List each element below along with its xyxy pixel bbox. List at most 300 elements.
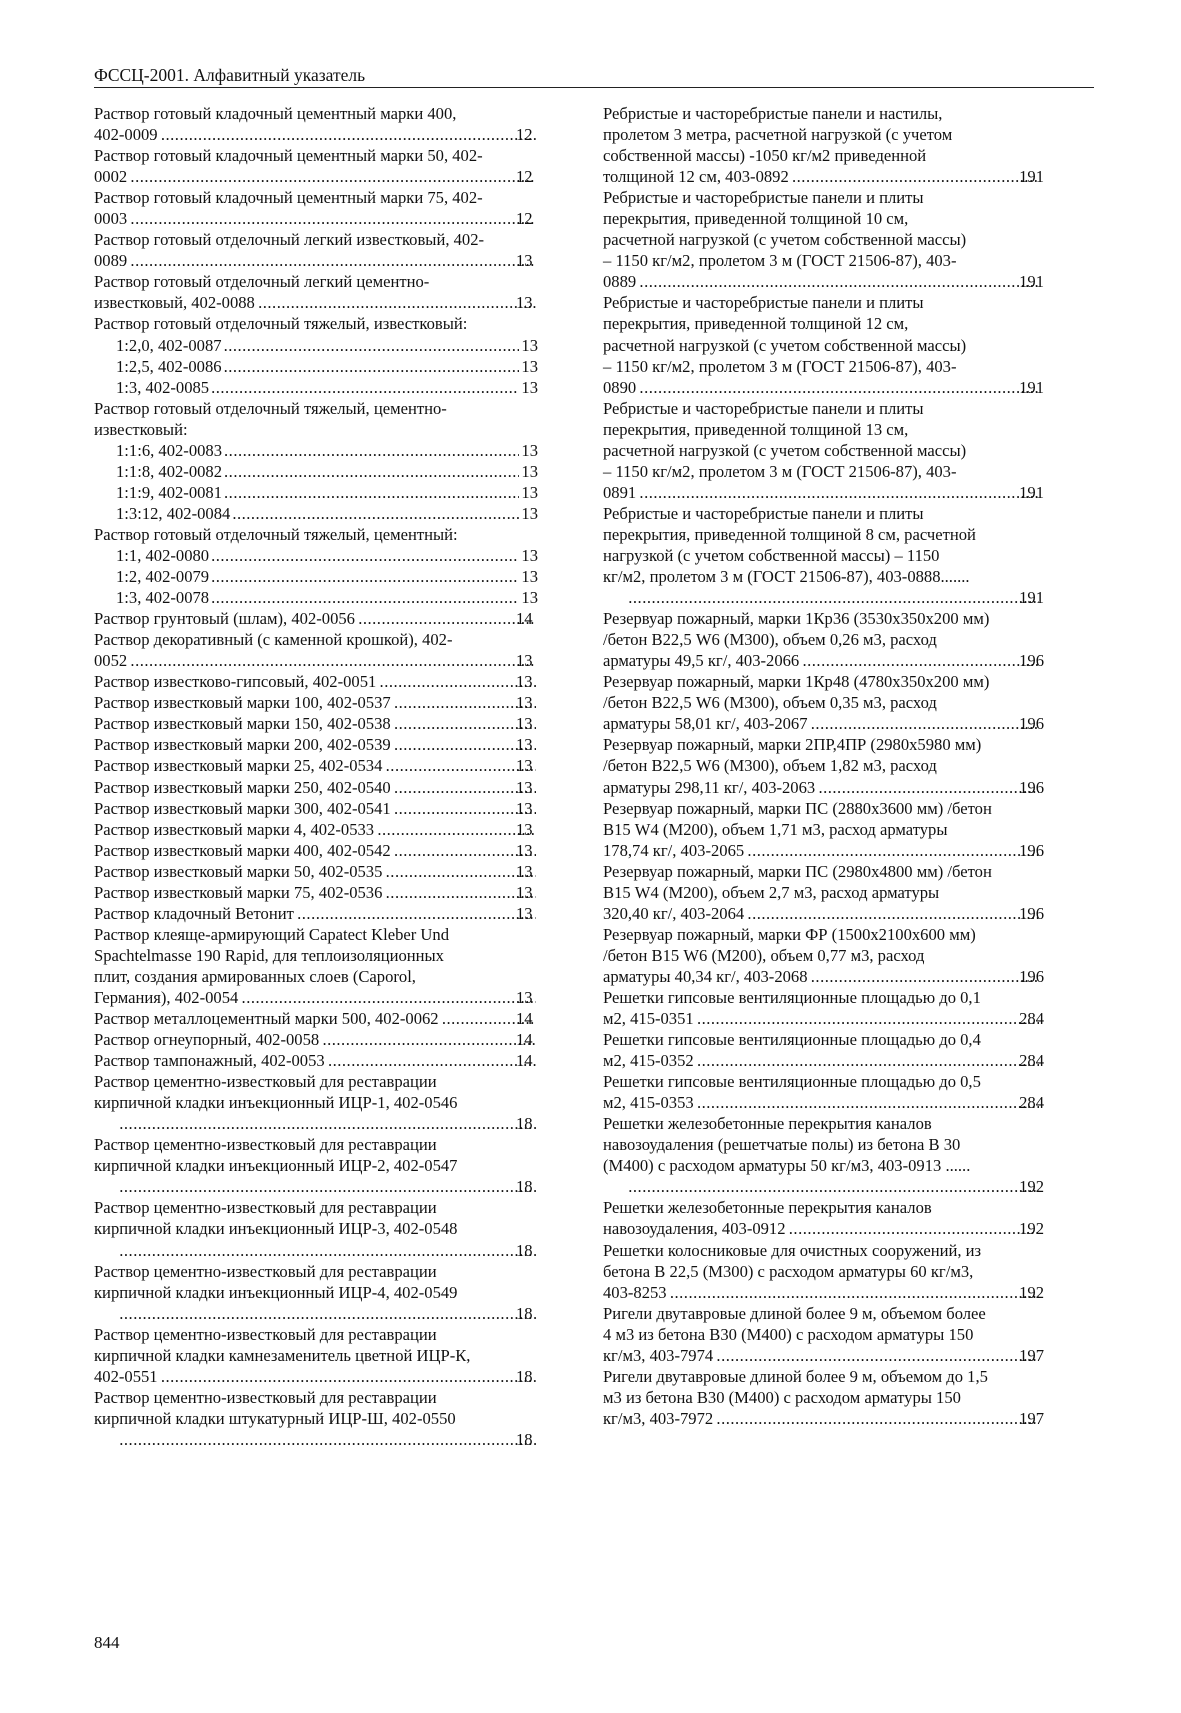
index-entry bbox=[603, 1071, 1044, 1113]
dot-leader bbox=[211, 377, 519, 398]
index-entry-text: Раствор готовый отделочный легкий известковый, 402- bbox=[94, 230, 485, 250]
index-entry-label: толщиной 12 см, 403-0892 bbox=[603, 167, 789, 187]
index-entry-line bbox=[116, 503, 538, 524]
index-entry-label: Германия), 402-0054 bbox=[94, 987, 239, 1007]
index-entry-line bbox=[625, 587, 1044, 608]
index-entry-line bbox=[603, 377, 1044, 398]
index-entry bbox=[94, 1197, 538, 1260]
index-entry-label: 0003 bbox=[94, 209, 128, 229]
dot-leader bbox=[696, 1050, 1039, 1071]
index-entry-page: 197 bbox=[1019, 1345, 1044, 1365]
index-entry bbox=[94, 1387, 538, 1450]
dot-leader bbox=[715, 1408, 1039, 1429]
index-entry bbox=[94, 229, 538, 271]
index-entry bbox=[94, 903, 538, 924]
index-entry-text: – 1150 кг/м2, пролетом 3 м (ГОСТ 21506-87), 403- bbox=[603, 461, 957, 481]
index-entry bbox=[603, 103, 1044, 187]
index-entry-label: 0890 bbox=[603, 377, 637, 397]
dot-leader bbox=[296, 903, 536, 924]
index-entry-text: Раствор готовый кладочный цементный марки 50, 402- bbox=[94, 146, 483, 166]
index-entry-label: 1:2,0, 402-0087 bbox=[116, 335, 222, 355]
index-entry-page: 192 bbox=[1019, 1282, 1044, 1302]
index-entry-line: известковый, 402-0088 ..... 13 bbox=[116, 292, 538, 313]
index-entry-label: 0889 bbox=[603, 272, 637, 292]
index-entry bbox=[94, 1029, 538, 1050]
index-entry-label: 1:1, 402-0080 bbox=[116, 545, 210, 565]
dot-leader bbox=[393, 777, 536, 798]
dot-leader bbox=[638, 271, 1039, 292]
dot-leader bbox=[321, 1029, 536, 1050]
index-entry-text: Раствор декоративный (с каменной крошкой), 402- bbox=[94, 630, 453, 650]
index-entry bbox=[94, 734, 538, 755]
index-entry-label: 1:1:8, 402-0082 bbox=[116, 461, 223, 481]
dot-leader bbox=[638, 377, 1039, 398]
index-entry-page: 13 bbox=[521, 588, 538, 608]
index-entry-page: 13 bbox=[521, 545, 538, 565]
index-entry-line bbox=[603, 966, 1044, 987]
index-entry-text: навозоудаления (решетчатые полы) из бетона В 30 bbox=[603, 1135, 961, 1155]
index-entry-line: ..... 18 bbox=[116, 1429, 538, 1450]
index-entry-text: Резервуар пожарный, марки ФР (1500х2100х600 мм) bbox=[603, 924, 976, 944]
index-entry bbox=[94, 524, 538, 545]
dot-leader bbox=[118, 1240, 536, 1261]
index-entry-text: (М400) с расходом арматуры 50 кг/м3, 403-0913 ...... bbox=[603, 1156, 971, 1176]
dot-leader bbox=[118, 1113, 536, 1134]
page-header-title: ФССЦ-2001. Алфавитный указатель bbox=[94, 65, 366, 85]
index-entry-label: м2, 415-0353 bbox=[603, 1093, 694, 1113]
index-entry bbox=[94, 461, 538, 482]
index-entry-line bbox=[116, 566, 538, 587]
dot-leader bbox=[118, 1176, 536, 1197]
index-entry bbox=[94, 187, 538, 229]
index-entry-text: Раствор готовый отделочный тяжелый, известковый: bbox=[94, 314, 468, 334]
index-entry-line bbox=[603, 713, 1044, 734]
index-entry-label: м2, 415-0351 bbox=[603, 1009, 694, 1029]
index-entry-page: 196 bbox=[1019, 777, 1044, 797]
index-entry bbox=[603, 1303, 1044, 1366]
index-entry-page: 13 bbox=[521, 567, 538, 587]
index-entry-label: Раствор известковый марки 75, 402-0536 bbox=[94, 882, 383, 902]
index-entry bbox=[603, 671, 1044, 734]
dot-leader bbox=[746, 840, 1039, 861]
index-entry bbox=[603, 734, 1044, 797]
index-entry-page: 196 bbox=[1019, 903, 1044, 923]
index-entry-label: Раствор известковый марки 200, 402-0539 bbox=[94, 735, 391, 755]
index-entry-text: перекрытия, приведенной толщиной 13 см, bbox=[603, 419, 909, 439]
index-entry-label: Раствор тампонажный, 402-0053 bbox=[94, 1051, 325, 1071]
index-entry-text: Ребристые и часторебристые панели и плиты bbox=[603, 188, 924, 208]
dot-leader bbox=[746, 903, 1039, 924]
index-entry-line bbox=[603, 1050, 1044, 1071]
index-entry-text: Решетки гипсовые вентиляционные площадью до 0,4 bbox=[603, 1030, 981, 1050]
index-entry-label: Раствор известковый марки 400, 402-0542 bbox=[94, 840, 391, 860]
dot-leader bbox=[384, 755, 536, 776]
index-entry-text: Раствор готовый отделочный тяжелый, цементный: bbox=[94, 524, 458, 544]
index-entry-page: 197 bbox=[1019, 1408, 1044, 1428]
index-entry-page: 196 bbox=[1019, 651, 1044, 671]
index-entry-page: 284 bbox=[1019, 1093, 1044, 1113]
index-entry-label: арматуры 58,01 кг/, 403-2067 bbox=[603, 714, 808, 734]
index-entry-text: /бетон В22,5 W6 (М300), объем 0,35 м3, расход bbox=[603, 693, 937, 713]
index-entry-text: Ребристые и часторебристые панели и плиты bbox=[603, 503, 924, 523]
index-entry bbox=[94, 313, 538, 334]
index-entry-label: Раствор известковый марки 300, 402-0541 bbox=[94, 798, 391, 818]
index-entry-text: – 1150 кг/м2, пролетом 3 м (ГОСТ 21506-87), 403- bbox=[603, 251, 957, 271]
index-entry-label: Раствор известковый марки 250, 402-0540 bbox=[94, 777, 391, 797]
dot-leader bbox=[224, 356, 520, 377]
index-entry-label: 1:2, 402-0079 bbox=[116, 567, 210, 587]
index-column-right bbox=[603, 103, 1044, 1429]
index-entry bbox=[94, 271, 538, 313]
index-entry bbox=[94, 482, 538, 503]
index-entry-line: 402-0551 ..... 18 bbox=[116, 1366, 538, 1387]
index-entry-line: 0003 ..... 12 bbox=[116, 208, 538, 229]
index-entry bbox=[603, 187, 1044, 292]
index-entry-text: кирпичной кладки камнезаменитель цветной ИЦР-К, bbox=[94, 1345, 471, 1365]
index-entry-label: Раствор грунтовый (шлам), 402-0056 bbox=[94, 609, 355, 629]
dot-leader bbox=[160, 1366, 536, 1387]
index-entry-label: 320,40 кг/, 403-2064 bbox=[603, 903, 745, 923]
index-entry-page: 13 bbox=[521, 440, 538, 460]
index-entry-page: 13 bbox=[521, 461, 538, 481]
index-entry-text: Решетки гипсовые вентиляционные площадью до 0,1 bbox=[603, 987, 981, 1007]
index-entry-page: 284 bbox=[1019, 1051, 1044, 1071]
index-entry-text: перекрытия, приведенной толщиной 8 см, расчетной bbox=[603, 524, 976, 544]
dot-leader bbox=[327, 1050, 536, 1071]
index-entry-line bbox=[116, 587, 538, 608]
index-entry-line: Раствор известковый марки 75, 402-0536 ..... 13 bbox=[116, 882, 538, 903]
dot-leader bbox=[788, 1218, 1040, 1239]
index-entry-text: Раствор готовый кладочный цементный марки 400, bbox=[94, 104, 457, 123]
page-header bbox=[94, 64, 1094, 88]
index-entry-line bbox=[603, 1218, 1044, 1239]
index-entry-label: Раствор известковый марки 50, 402-0535 bbox=[94, 861, 383, 881]
index-entry-text: м3 из бетона В30 (М400) с расходом арматуры 150 bbox=[603, 1387, 961, 1407]
index-entry bbox=[94, 566, 538, 587]
dot-leader bbox=[232, 503, 519, 524]
index-entry-line bbox=[116, 356, 538, 377]
index-entry-text: Ребристые и часторебристые панели и настилы, bbox=[603, 104, 943, 123]
index-entry bbox=[603, 608, 1044, 671]
index-entry-text: Раствор клеяще-армирующий Capatect Kleber Und bbox=[94, 924, 449, 944]
index-entry bbox=[94, 587, 538, 608]
index-entry-text: Раствор цементно-известковый для реставрации bbox=[94, 1261, 437, 1281]
index-entry bbox=[94, 798, 538, 819]
index-entry-page: 13 bbox=[521, 503, 538, 523]
dot-leader bbox=[627, 1176, 1039, 1197]
index-entry bbox=[94, 713, 538, 734]
index-entry-text: перекрытия, приведенной толщиной 12 см, bbox=[603, 314, 909, 334]
dot-leader bbox=[118, 1303, 536, 1324]
dot-leader bbox=[384, 882, 536, 903]
index-entry-page: 191 bbox=[1019, 482, 1044, 502]
index-entry bbox=[94, 440, 538, 461]
index-entry bbox=[603, 798, 1044, 861]
index-entry bbox=[94, 840, 538, 861]
index-entry-line bbox=[603, 903, 1044, 924]
index-entry-page: 191 bbox=[1019, 588, 1044, 608]
dot-leader bbox=[224, 482, 519, 503]
index-entry-text: /бетон В22,5 W6 (М300), объем 1,82 м3, расход bbox=[603, 756, 937, 776]
index-entry-text: Ригели двутавровые длиной более 9 м, объемом до 1,5 bbox=[603, 1366, 988, 1386]
index-entry-line bbox=[603, 271, 1044, 292]
index-entry bbox=[94, 671, 538, 692]
index-entry-line bbox=[116, 440, 538, 461]
index-entry-line: Раствор тампонажный, 402-0053 ..... 14 bbox=[116, 1050, 538, 1071]
index-entry bbox=[94, 503, 538, 524]
index-entry-line: 402-0009 ..... 12 bbox=[116, 124, 538, 145]
dot-leader bbox=[224, 461, 519, 482]
index-entry-label: Раствор огнеупорный, 402-0058 bbox=[94, 1030, 320, 1050]
index-entry-text: плит, создания армированных слоев (Caporol, bbox=[94, 966, 416, 986]
index-entry-text: Решетки гипсовые вентиляционные площадью до 0,5 bbox=[603, 1072, 981, 1092]
index-entry-line: 0002 ..... 12 bbox=[116, 166, 538, 187]
dot-leader bbox=[257, 292, 536, 313]
index-entry-text: кирпичной кладки штукатурный ИЦР-Ш, 402-0550 bbox=[94, 1408, 456, 1428]
index-entry-line bbox=[116, 377, 538, 398]
dot-leader bbox=[393, 798, 536, 819]
index-entry-line: Раствор известковый марки 100, 402-0537 ..... 13 bbox=[116, 692, 538, 713]
dot-leader bbox=[211, 545, 519, 566]
index-entry-text: Ребристые и часторебристые панели и плиты bbox=[603, 293, 924, 313]
index-entry-label: Раствор известковый марки 25, 402-0534 bbox=[94, 756, 383, 776]
index-entry-label: кг/м3, 403-7972 bbox=[603, 1408, 714, 1428]
index-entry-label: Раствор известковый марки 4, 402-0533 bbox=[94, 819, 375, 839]
index-entry bbox=[94, 1071, 538, 1134]
index-entry-page: 192 bbox=[1019, 1177, 1044, 1197]
index-entry-text: /бетон В15 W6 (М200), объем 0,77 м3, расход bbox=[603, 945, 925, 965]
index-entry bbox=[94, 924, 538, 1008]
index-entry-page: 191 bbox=[1019, 272, 1044, 292]
index-entry-line: Раствор известковый марки 150, 402-0538 ..... 13 bbox=[116, 713, 538, 734]
index-entry-page: 191 bbox=[1019, 167, 1044, 187]
index-entry bbox=[603, 1113, 1044, 1197]
dot-leader bbox=[211, 566, 519, 587]
index-entry bbox=[94, 1008, 538, 1029]
index-entry bbox=[94, 398, 538, 440]
index-entry-text: кирпичной кладки инъекционный ИЦР-3, 402-0548 bbox=[94, 1219, 458, 1239]
index-entry-text: кирпичной кладки инъекционный ИЦР-1, 402-0546 bbox=[94, 1093, 458, 1113]
dot-leader bbox=[129, 208, 536, 229]
dot-leader bbox=[715, 1345, 1039, 1366]
index-entry bbox=[603, 398, 1044, 503]
index-entry-label: Раствор известково-гипсовый, 402-0051 bbox=[94, 672, 377, 692]
index-entry-page: 13 bbox=[521, 356, 538, 376]
index-entry-text: нагрузкой (с учетом собственной массы) – 1150 bbox=[603, 545, 940, 565]
index-entry bbox=[603, 292, 1044, 397]
index-entry-line: ..... 18 bbox=[116, 1113, 538, 1134]
index-entry-line: 0089 ..... 13 bbox=[116, 250, 538, 271]
index-entry-page: 196 bbox=[1019, 966, 1044, 986]
index-entry-line: Раствор огнеупорный, 402-0058 ..... 14 bbox=[116, 1029, 538, 1050]
index-entry-line bbox=[603, 777, 1044, 798]
index-entry bbox=[603, 987, 1044, 1029]
dot-leader bbox=[211, 587, 519, 608]
dot-leader bbox=[376, 819, 536, 840]
index-entry-line bbox=[116, 545, 538, 566]
index-entry-text: кирпичной кладки инъекционный ИЦР-4, 402-0549 bbox=[94, 1282, 458, 1302]
index-entry-line bbox=[116, 461, 538, 482]
index-entry-line bbox=[603, 1282, 1044, 1303]
index-entry-line bbox=[603, 482, 1044, 503]
index-entry-line: Раствор металлоцементный марки 500, 402-0062 ..... 14 bbox=[116, 1008, 538, 1029]
index-entry-label: 178,74 кг/, 403-2065 bbox=[603, 840, 745, 860]
index-entry bbox=[94, 755, 538, 776]
dot-leader bbox=[393, 734, 536, 755]
dot-leader bbox=[160, 124, 536, 145]
index-entry bbox=[94, 356, 538, 377]
index-entry-line bbox=[603, 650, 1044, 671]
dot-leader bbox=[357, 608, 536, 629]
index-entry bbox=[94, 608, 538, 629]
index-entry-label: 0052 bbox=[94, 651, 128, 671]
index-entry-line bbox=[116, 335, 538, 356]
page-number: 844 bbox=[94, 1633, 120, 1652]
index-entry bbox=[94, 777, 538, 798]
index-entry-label: 0089 bbox=[94, 251, 128, 271]
index-entry-line bbox=[603, 1092, 1044, 1113]
index-entry-line bbox=[603, 1008, 1044, 1029]
index-entry-page: 196 bbox=[1019, 840, 1044, 860]
index-entry-text: перекрытия, приведенной толщиной 10 см, bbox=[603, 209, 909, 229]
index-entry-text: – 1150 кг/м2, пролетом 3 м (ГОСТ 21506-87), 403- bbox=[603, 356, 957, 376]
index-entry-label: м2, 415-0352 bbox=[603, 1051, 694, 1071]
index-entry bbox=[94, 377, 538, 398]
index-entry-text: Раствор цементно-известковый для реставрации bbox=[94, 1072, 437, 1092]
index-entry bbox=[94, 861, 538, 882]
index-entry bbox=[94, 819, 538, 840]
dot-leader bbox=[129, 166, 536, 187]
index-entry bbox=[94, 1050, 538, 1071]
index-entry-text: бетона В 22,5 (М300) с расходом арматуры 60 кг/м3, bbox=[603, 1261, 974, 1281]
index-entry-line bbox=[603, 166, 1044, 187]
index-entry-text: 4 м3 из бетона В30 (М400) с расходом арматуры 150 bbox=[603, 1324, 974, 1344]
index-entry-label: Раствор известковый марки 100, 402-0537 bbox=[94, 693, 391, 713]
index-column-left bbox=[94, 103, 538, 1450]
index-entry-text: Резервуар пожарный, марки 1Кр36 (3530х350х200 мм) bbox=[603, 609, 990, 629]
index-entry-label: 1:3, 402-0085 bbox=[116, 377, 210, 397]
index-entry bbox=[94, 545, 538, 566]
index-entry-label: 1:3:12, 402-0084 bbox=[116, 503, 231, 523]
index-entry-line: Германия), 402-0054 ..... 13 bbox=[116, 987, 538, 1008]
index-entry bbox=[94, 1134, 538, 1197]
dot-leader bbox=[240, 987, 536, 1008]
dot-leader bbox=[393, 692, 536, 713]
dot-leader bbox=[118, 1429, 536, 1450]
index-entry-line: Раствор известковый марки 250, 402-0540 ..... 13 bbox=[116, 777, 538, 798]
index-entry-text: Spachtelmasse 190 Rapid, для теплоизоляционных bbox=[94, 945, 444, 965]
index-entry bbox=[94, 145, 538, 187]
index-entry-label: 0891 bbox=[603, 482, 637, 502]
index-entry-line: ..... 18 bbox=[116, 1303, 538, 1324]
dot-leader bbox=[810, 713, 1040, 734]
index-entry-text: расчетной нагрузкой (с учетом собственной массы) bbox=[603, 335, 967, 355]
index-entry-line: ..... 18 bbox=[116, 1176, 538, 1197]
index-entry-page: 13 bbox=[521, 482, 538, 502]
index-entry-line bbox=[603, 1408, 1044, 1429]
index-entry-text: Раствор готовый кладочный цементный марки 75, 402- bbox=[94, 188, 483, 208]
index-entry bbox=[603, 1366, 1044, 1429]
dot-leader bbox=[801, 650, 1039, 671]
dot-leader bbox=[669, 1282, 1040, 1303]
index-entry-label: известковый, 402-0088 bbox=[94, 293, 255, 313]
index-entry-line: Раствор грунтовый (шлам), 402-0056 ..... 14 bbox=[116, 608, 538, 629]
index-entry-text: /бетон В22,5 W6 (М300), объем 0,26 м3, расход bbox=[603, 630, 937, 650]
dot-leader bbox=[378, 671, 536, 692]
index-entry-line: Раствор известковый марки 50, 402-0535 ..... 13 bbox=[116, 861, 538, 882]
index-entry-line: ..... 18 bbox=[116, 1240, 538, 1261]
index-entry-text: Ригели двутавровые длиной более 9 м, объемом более bbox=[603, 1303, 986, 1323]
index-entry-line: Раствор известковый марки 25, 402-0534 ..... 13 bbox=[116, 755, 538, 776]
index-entry-text: Резервуар пожарный, марки 1Кр48 (4780х350х200 мм) bbox=[603, 672, 990, 692]
index-entry bbox=[94, 103, 538, 145]
index-entry-line: Раствор известково-гипсовый, 402-0051 ..... 13 bbox=[116, 671, 538, 692]
index-entry-label: навозоудаления, 403-0912 bbox=[603, 1219, 786, 1239]
index-entry bbox=[94, 629, 538, 671]
index-entry-text: кирпичной кладки инъекционный ИЦР-2, 402-0547 bbox=[94, 1156, 458, 1176]
index-entry bbox=[603, 503, 1044, 608]
index-entry bbox=[603, 1240, 1044, 1303]
dot-leader bbox=[129, 650, 536, 671]
index-entry bbox=[94, 882, 538, 903]
index-entry-page: 192 bbox=[1019, 1219, 1044, 1239]
index-entry-page: 191 bbox=[1019, 377, 1044, 397]
index-entry-line: Раствор известковый марки 400, 402-0542 ..... 13 bbox=[116, 840, 538, 861]
index-entry-text: Раствор готовый отделочный легкий цементно- bbox=[94, 272, 430, 292]
index-entry-text: Решетки колосниковые для очистных сооружений, из bbox=[603, 1240, 982, 1260]
index-entry-label: кг/м3, 403-7974 bbox=[603, 1345, 714, 1365]
index-entry-text: Решетки железобетонные перекрытия каналов bbox=[603, 1198, 932, 1218]
index-entry-text: В15 W4 (М200), объем 1,71 м3, расход арматуры bbox=[603, 819, 948, 839]
index-entry-line bbox=[603, 1345, 1044, 1366]
dot-leader bbox=[791, 166, 1039, 187]
index-entry-line: 0052 ..... 13 bbox=[116, 650, 538, 671]
index-entry-label: 402-0551 bbox=[94, 1366, 158, 1386]
index-entry-label: арматуры 49,5 кг/, 403-2066 bbox=[603, 651, 800, 671]
index-entry-label: 1:3, 402-0078 bbox=[116, 588, 210, 608]
dot-leader bbox=[696, 1092, 1039, 1113]
dot-leader bbox=[638, 482, 1039, 503]
index-entry-text: Раствор цементно-известковый для реставрации bbox=[94, 1387, 437, 1407]
index-entry-text: расчетной нагрузкой (с учетом собственной массы) bbox=[603, 230, 967, 250]
index-entry bbox=[603, 1029, 1044, 1071]
dot-leader bbox=[393, 713, 536, 734]
index-entry-text: пролетом 3 метра, расчетной нагрузкой (с учетом bbox=[603, 125, 953, 145]
index-entry-text: Раствор цементно-известковый для реставрации bbox=[94, 1198, 437, 1218]
index-entry-text: кг/м2, пролетом 3 м (ГОСТ 21506-87), 403-0888....... bbox=[603, 567, 970, 587]
dot-leader bbox=[627, 587, 1039, 608]
dot-leader bbox=[817, 777, 1039, 798]
index-entry-text: известковый: bbox=[94, 419, 188, 439]
index-entry-line: Раствор кладочный Ветонит ..... 13 bbox=[116, 903, 538, 924]
index-entry-text: расчетной нагрузкой (с учетом собственной массы) bbox=[603, 440, 967, 460]
index-entry-page: 13 bbox=[521, 377, 538, 397]
index-entry-text: Резервуар пожарный, марки 2ПР,4ПР (2980х5980 мм) bbox=[603, 735, 982, 755]
index-entry bbox=[603, 1197, 1044, 1239]
index-entry-label: 1:2,5, 402-0086 bbox=[116, 356, 222, 376]
index-entry-label: 403-8253 bbox=[603, 1282, 667, 1302]
index-entry-label: арматуры 40,34 кг/, 403-2068 bbox=[603, 966, 808, 986]
index-entry bbox=[94, 1261, 538, 1324]
index-entry-label: Раствор металлоцементный марки 500, 402-0062 bbox=[94, 1009, 439, 1029]
index-entry-text: Резервуар пожарный, марки ПС (2880х3600 мм) /бетон bbox=[603, 798, 992, 818]
index-entry-page: 196 bbox=[1019, 714, 1044, 734]
dot-leader bbox=[224, 440, 519, 461]
dot-leader bbox=[393, 840, 536, 861]
index-entry-text: Раствор готовый отделочный тяжелый, цементно- bbox=[94, 398, 447, 418]
index-entry-text: В15 W4 (М200), объем 2,7 м3, расход арматуры bbox=[603, 882, 940, 902]
index-entry-page: 284 bbox=[1019, 1009, 1044, 1029]
